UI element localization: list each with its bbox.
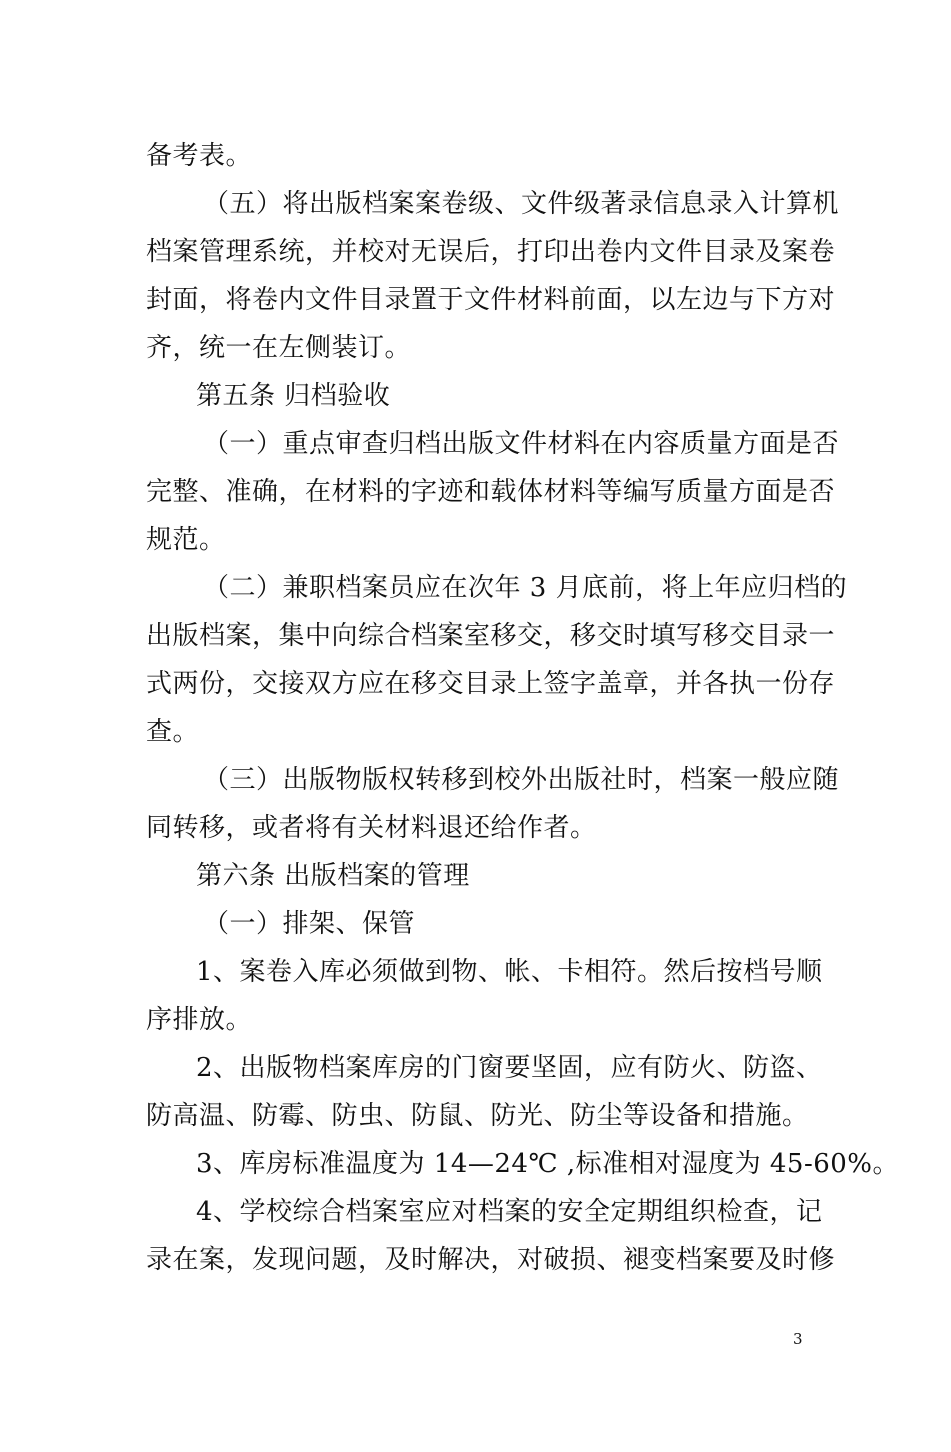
text-line: （一）排架、保管 [203,909,416,939]
text-line: 序排放。 [146,1005,253,1035]
text-line: 档案管理系统，并校对无误后，打印出卷内文件目录及案卷 [146,237,836,267]
text-line: （二）兼职档案员应在次年 3 月底前，将上年应归档的 [203,573,848,603]
text-line: 规范。 [146,525,226,555]
text-line: 备考表。 [146,141,253,171]
text-line: （五）将出版档案案卷级、文件级著录信息录入计算机 [203,189,840,219]
text-line: 完整、准确，在材料的字迹和载体材料等编写质量方面是否 [146,477,836,507]
text-line: 齐，统一在左侧装订。 [146,333,412,363]
page-number: 3 [793,1330,803,1348]
text-line: 1、案卷入库必须做到物、帐、卡相符。然后按档号顺 [196,957,823,987]
text-line: （一）重点审查归档出版文件材料在内容质量方面是否 [203,429,840,459]
text-line: 防高温、防霉、防虫、防鼠、防光、防尘等设备和措施。 [146,1101,809,1131]
text-line: 查。 [146,717,200,747]
section-heading: 第六条 出版档案的管理 [196,861,470,891]
text-line: 同转移，或者将有关材料退还给作者。 [146,813,597,843]
text-line: 录在案，发现问题，及时解决，对破损、褪变档案要及时修 [146,1245,836,1275]
section-heading: 第五条 归档验收 [196,381,391,411]
text-line: 封面，将卷内文件目录置于文件材料前面，以左边与下方对 [146,285,836,315]
text-line: 2、出版物档案库房的门窗要坚固，应有防火、防盗、 [196,1053,823,1083]
text-line: 式两份，交接双方应在移交目录上签字盖章，并各执一份存 [146,669,836,699]
text-line: 3、库房标准温度为 14—24℃ ,标准相对湿度为 45-60%。 [196,1149,900,1179]
text-line: 出版档案，集中向综合档案室移交，移交时填写移交目录一 [146,621,836,651]
text-line: 4、学校综合档案室应对档案的安全定期组织检查，记 [196,1197,823,1227]
text-line: （三）出版物版权转移到校外出版社时，档案一般应随 [203,765,840,795]
